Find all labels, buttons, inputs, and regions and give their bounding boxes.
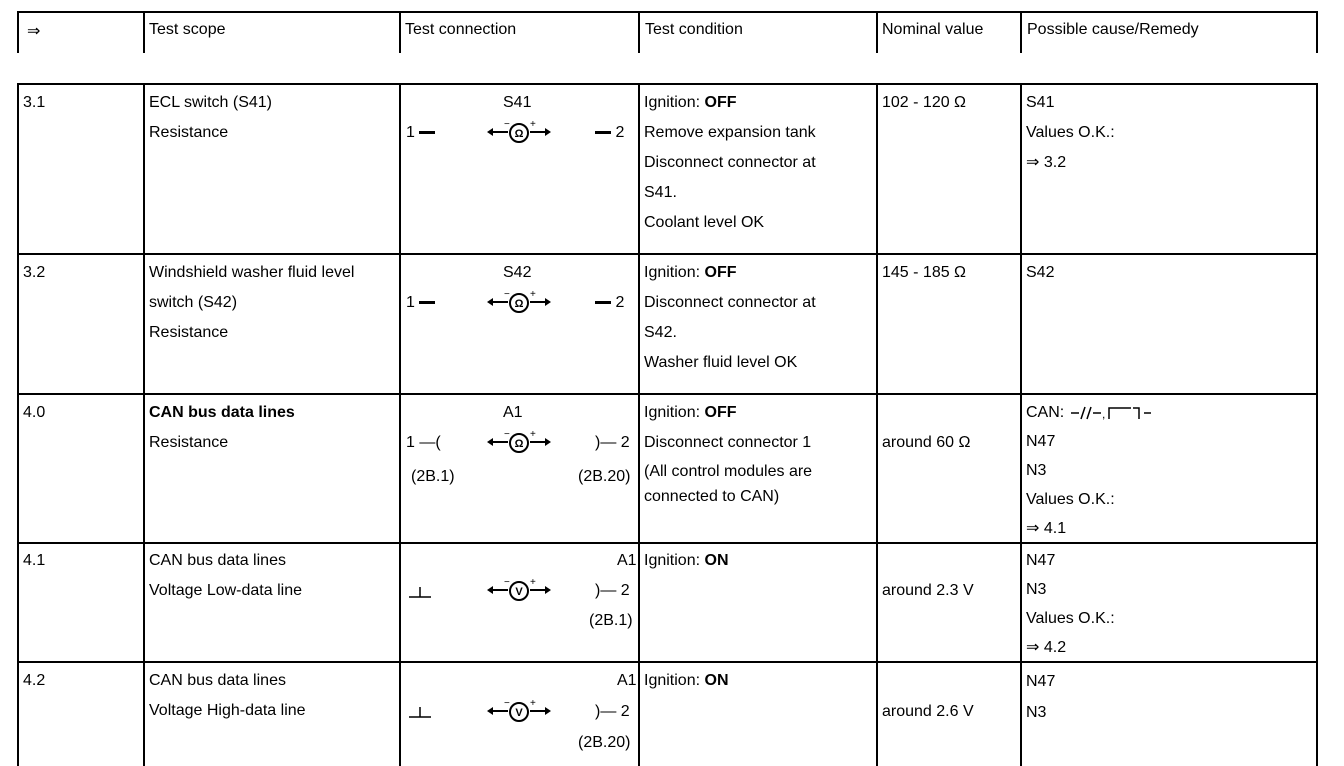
component-label: A1 (617, 552, 637, 569)
svg-text:−: − (504, 430, 510, 440)
possible-cause: N47 N3 Values O.K.: ⇒ 4.2 (1026, 552, 1115, 656)
can-bus-symbol-icon (1069, 405, 1153, 421)
table-header (17, 11, 1318, 53)
component-label: S42 (503, 264, 532, 281)
header-divider (1020, 13, 1022, 53)
step-number: 4.1 (23, 552, 46, 569)
voltmeter-icon (484, 578, 554, 602)
step-number: 3.1 (23, 94, 46, 111)
header-divider (638, 13, 640, 53)
nominal-value: around 60 Ω (882, 434, 971, 451)
pin-left: 1 (406, 294, 435, 312)
column-divider (876, 85, 878, 766)
svg-text:+: + (530, 699, 536, 709)
test-scope: CAN bus data lines Voltage Low-data line (149, 552, 302, 599)
svg-text:Ω: Ω (514, 438, 524, 450)
possible-cause: N47 N3 (1026, 673, 1056, 721)
header-arrow: ⇒ (27, 23, 41, 40)
svg-text:−: − (504, 578, 510, 588)
pin-right-sub: (2B.1) (589, 612, 633, 629)
ohmmeter-icon (484, 290, 554, 314)
component-label: S41 (503, 94, 532, 111)
row-divider (19, 253, 1316, 255)
column-divider (1020, 85, 1022, 766)
voltmeter-icon (484, 699, 554, 723)
header-test-condition: Test condition (645, 21, 743, 38)
nominal-value: 102 - 120 Ω (882, 94, 967, 111)
column-divider (638, 85, 640, 766)
possible-cause: S41 Values O.K.: ⇒ 3.2 (1026, 94, 1115, 171)
ground-icon (407, 703, 433, 719)
svg-text:−: − (504, 699, 510, 709)
possible-cause: CAN: , N47 N3 Values O.K.: ⇒ 4.1 (1026, 398, 1153, 543)
row-divider (19, 661, 1316, 663)
column-divider (399, 85, 401, 766)
pin-right: 2 (595, 124, 624, 142)
svg-text:+: + (530, 290, 536, 300)
svg-text:V: V (515, 707, 523, 719)
header-test-scope: Test scope (149, 21, 226, 38)
test-scope: ECL switch (S41) Resistance (149, 94, 272, 141)
test-scope: Windshield washer fluid level switch (S42) Resistance (149, 264, 355, 341)
test-table (17, 83, 1318, 766)
pin-right-sub: (2B.20) (578, 468, 631, 485)
ohmmeter-icon (484, 430, 554, 454)
ground-icon (407, 583, 433, 599)
test-condition: Ignition: OFF Remove expansion tank Disconnect connector at S41. Coolant level OK (644, 94, 816, 231)
step-number: 4.2 (23, 672, 46, 689)
test-condition: Ignition: OFF Disconnect connector at S42. Washer fluid level OK (644, 264, 816, 371)
test-scope: CAN bus data lines Resistance (149, 404, 295, 451)
header-possible-cause: Possible cause/Remedy (1027, 21, 1199, 38)
pin-right: )— 2 (595, 582, 630, 599)
pin-left: 1 —( (406, 434, 441, 451)
pin-left: 1 (406, 124, 435, 142)
svg-text:−: − (504, 120, 510, 130)
ohmmeter-icon (484, 120, 554, 144)
pin-left-sub: (2B.1) (411, 468, 455, 485)
svg-text:Ω: Ω (514, 298, 524, 310)
nominal-value: around 2.6 V (882, 703, 974, 720)
svg-text:V: V (515, 586, 523, 598)
test-condition: Ignition: OFF Disconnect connector 1 (All control modules are connected to CAN) (644, 404, 813, 505)
header-test-connection: Test connection (405, 21, 517, 38)
nominal-value: 145 - 185 Ω (882, 264, 967, 281)
svg-text:Ω: Ω (514, 128, 524, 140)
component-label: A1 (617, 672, 637, 689)
column-divider (143, 85, 145, 766)
test-condition: Ignition: ON (644, 552, 729, 569)
row-divider (19, 393, 1316, 395)
pin-right: )— 2 (595, 434, 630, 451)
pin-right-sub: (2B.20) (578, 734, 631, 751)
svg-text:+: + (530, 578, 536, 588)
pin-right: )— 2 (595, 703, 630, 720)
test-scope: CAN bus data lines Voltage High-data line (149, 672, 306, 719)
header-nominal-value: Nominal value (882, 21, 984, 38)
svg-text:+: + (530, 120, 536, 130)
svg-text:,: , (1101, 406, 1106, 421)
component-label: A1 (503, 404, 523, 421)
possible-cause: S42 (1026, 264, 1055, 281)
step-number: 4.0 (23, 404, 46, 421)
svg-text:+: + (530, 430, 536, 440)
test-condition: Ignition: ON (644, 672, 729, 689)
pin-right: 2 (595, 294, 624, 312)
step-number: 3.2 (23, 264, 46, 281)
nominal-value: around 2.3 V (882, 582, 974, 599)
svg-text:−: − (504, 290, 510, 300)
